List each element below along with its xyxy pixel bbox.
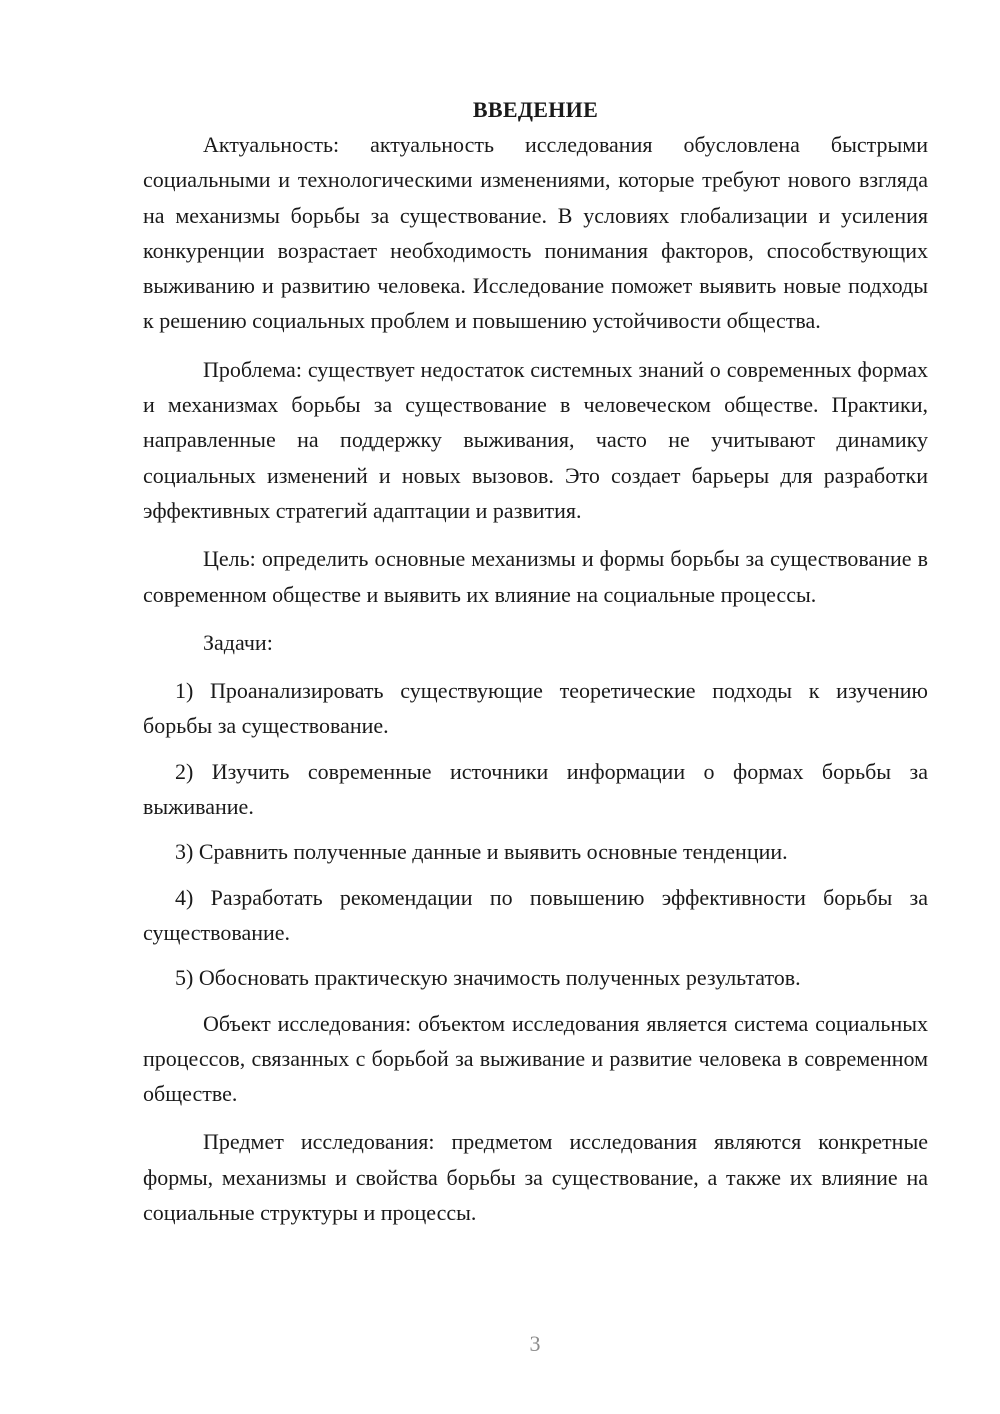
task-item-5: 5) Обосновать практическую значимость полученных результатов. [175,965,801,991]
document-page [143,92,928,1243]
paragraph-relevance: Актуальность: актуальность исследования обусловлена быстрыми социальными и технологическими изменениями, которые требуют нового взгляда на механизмы борьбы за существование. В условиях глобализации и усиления конкуренции возрастает необходимость понимания факторов, способствующих выживанию и развитию человека. Исследование поможет выявить новые подходы к решению социальных проблем и повышению устойчивости общества. [143,132,928,334]
paragraph-problem: Проблема: существует недостаток системных знаний о современных формах и механизмах борьбы за существование в человеческом обществе. Практики, направленные на поддержку выживания, часто не учитывают динамику социальных изменений и новых вызовов. Это создает барьеры для разработки эффективных стратегий адаптации и развития. [143,356,928,523]
paragraph-goal: Цель: определить основные механизмы и формы борьбы за существование в современном обществе и выявить их влияние на социальные процессы. [143,546,928,607]
task-item-2: 2) Изучить современные источники информации о формах борьбы за выживание. [143,758,928,820]
paragraph-tasks-heading: Задачи: [203,629,273,655]
paragraph-object: Объект исследования: объектом исследования является система социальных процессов, связанных с борьбой за выживание и развитие человека в современном обществе. [143,1010,928,1107]
paragraph-subject: Предмет исследования: предметом исследования являются конкретные формы, механизмы и свойства борьбы за существование, а также их влияние на социальные структуры и процессы. [143,1129,928,1226]
task-item-4: 4) Разработать рекомендации по повышению эффективности борьбы за существование. [143,884,928,945]
task-item-3: 3) Сравнить полученные данные и выявить основные тенденции. [175,839,788,865]
task-item-1: 1) Проанализировать существующие теоретические подходы к изучению борьбы за существование. [143,678,928,739]
page-number: 3 [529,1331,541,1356]
section-title: ВВЕДЕНИЕ [472,97,599,122]
